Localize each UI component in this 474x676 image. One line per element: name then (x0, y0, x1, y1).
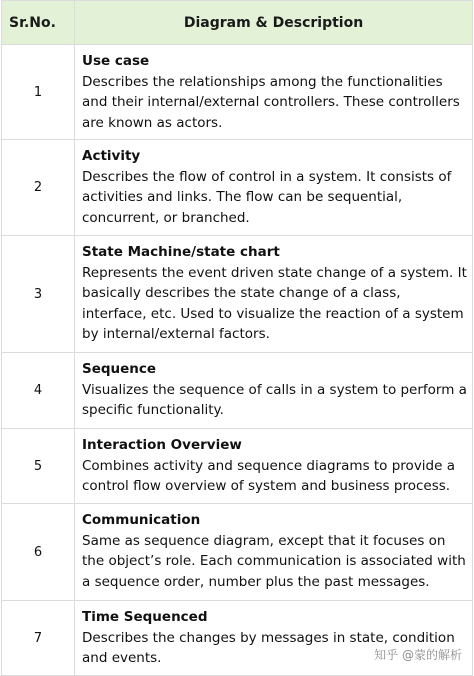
diagram-description: Same as sequence diagram, except that it focuses on the object’s role. Each communication is associated with a sequence order, number plus the past messages. (82, 532, 466, 590)
diagram-description: Represents the event driven state change of a system. It basically describes the state change of a class, interface, etc. Used to visualize the reaction of a system by internal/external factors. (82, 264, 467, 343)
row-number: 7 (2, 601, 75, 676)
diagram-title: Activity (82, 148, 141, 164)
diagram-description: Combines activity and sequence diagrams to provide a control flow overview of system and business process. (82, 457, 455, 495)
row-content (75, 140, 473, 236)
row-content (75, 353, 473, 429)
header-diagram-description: Diagram & Description (75, 1, 473, 45)
row-content (75, 236, 473, 353)
header-row (2, 1, 473, 45)
diagram-title: Communication (82, 512, 201, 528)
diagram-description: Visualizes the sequence of calls in a system to perform a specific functionality. (82, 381, 467, 419)
row-number: 4 (2, 353, 75, 429)
row-content (75, 601, 473, 676)
watermark: 知乎 @蒙的解析 (374, 648, 462, 662)
diagram-title: Time Sequenced (82, 609, 208, 625)
table-row (2, 140, 473, 236)
row-number: 1 (2, 45, 75, 140)
table-row (2, 236, 473, 353)
table-row (2, 504, 473, 601)
table-row (2, 45, 473, 140)
diagram-title: Interaction Overview (82, 437, 242, 453)
diagram-description: Describes the relationships among the functionalities and their internal/external controllers. These controllers are known as actors. (82, 73, 460, 131)
diagram-title: Use case (82, 53, 150, 69)
row-number: 2 (2, 140, 75, 236)
diagram-title: Sequence (82, 361, 157, 377)
row-content (75, 504, 473, 601)
row-number: 6 (2, 504, 75, 601)
diagram-description: Describes the changes by messages in state, condition and events. (82, 629, 455, 667)
row-content (75, 429, 473, 504)
header-sr-no: Sr.No. (2, 1, 75, 45)
table-row (2, 353, 473, 429)
row-content (75, 45, 473, 140)
diagram-description: Describes the flow of control in a system. It consists of activities and links. The flow can be sequential, concurrent, or branched. (82, 168, 452, 226)
row-number: 3 (2, 236, 75, 353)
uml-diagram-table (1, 0, 473, 676)
row-number: 5 (2, 429, 75, 504)
table-row (2, 601, 473, 676)
diagram-title: State Machine/state chart (82, 244, 280, 260)
table-row (2, 429, 473, 504)
